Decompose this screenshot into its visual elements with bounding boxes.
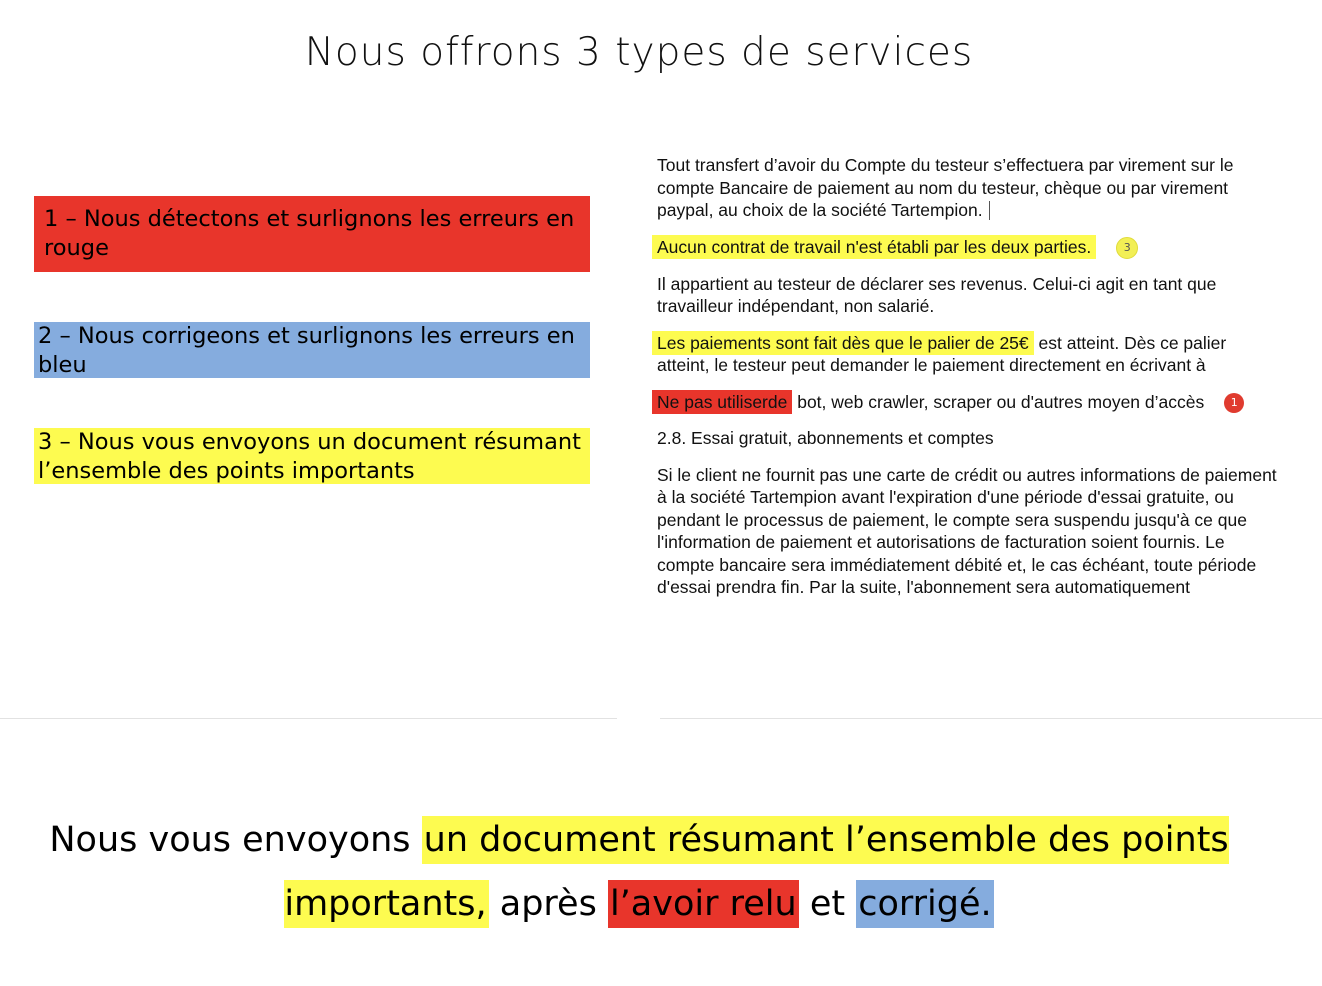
divider	[0, 718, 617, 719]
yellow-highlight: un document résumant l’ensemble des points importants,	[284, 816, 1228, 928]
yellow-highlight: Les paiements sont fait dès que le palier de 25€	[652, 331, 1034, 355]
service-box-yellow: 3 – Nous vous envoyons un document résumant l’ensemble des points importants	[34, 428, 590, 484]
summary-sentence	[20, 808, 1258, 936]
doc-paragraph-1	[657, 154, 1277, 222]
summary-text: et	[798, 884, 857, 924]
summary-text: Nous vous envoyons	[49, 820, 422, 860]
page-title: Nous offrons 3 types de services	[304, 30, 974, 75]
doc-paragraph-3: Il appartient au testeur de déclarer ses revenus. Celui-ci agit en tant que travailleur indépendant, non salarié.	[657, 273, 1217, 317]
doc-paragraph-7: Si le client ne fournit pas une carte de crédit ou autres informations de paiement à la société Tartempion avant l'expiration d'une période d'essai gratuite, ou pendant le processus de paiement, le compte sera suspendu jusqu'à ce que l'information de paiement et autorisations de facturation soient fournis. Le compte bancaire sera immédiatement débité et, le cas échéant, toute période d'essai prendra fin. Par la suite, l'abonnement sera automatiquement	[657, 464, 1277, 598]
divider	[660, 718, 1322, 719]
doc-paragraph-4-text: est atteint. Dès ce palier atteint, le testeur peut demander le paiement directement en écrivant à	[657, 332, 1227, 376]
red-highlight: l’avoir relu	[608, 880, 799, 928]
service-box-blue: 2 – Nous corrigeons et surlignons les erreurs en bleu	[34, 322, 590, 378]
document-excerpt	[657, 154, 1277, 613]
red-highlight: Ne pas utiliserde	[652, 390, 792, 414]
comment-badge-1[interactable]: 1	[1224, 393, 1244, 413]
service-box-red: 1 – Nous détectons et surlignons les erreurs en rouge	[34, 196, 590, 272]
doc-paragraph-4	[657, 332, 1277, 377]
summary-text: après	[488, 884, 608, 924]
blue-highlight: corrigé.	[856, 880, 993, 928]
doc-paragraph-1-text: Tout transfert d’avoir du Compte du testeur s’effectuera par virement sur le compte Bancaire de paiement au nom du testeur, chèque ou par virement paypal, au choix de la société Tartempion.	[657, 155, 1234, 220]
doc-paragraph-5-text: bot, web crawler, scraper ou d'autres moyen d’accès	[792, 391, 1205, 412]
yellow-highlight: Aucun contrat de travail n'est établi par les deux parties.	[652, 235, 1096, 259]
doc-paragraph-2	[657, 236, 1277, 259]
doc-section-heading: 2.8. Essai gratuit, abonnements et comptes	[657, 428, 994, 449]
text-cursor	[989, 201, 990, 220]
doc-paragraph-5	[657, 391, 1277, 414]
comment-badge-3[interactable]: 3	[1116, 237, 1138, 259]
